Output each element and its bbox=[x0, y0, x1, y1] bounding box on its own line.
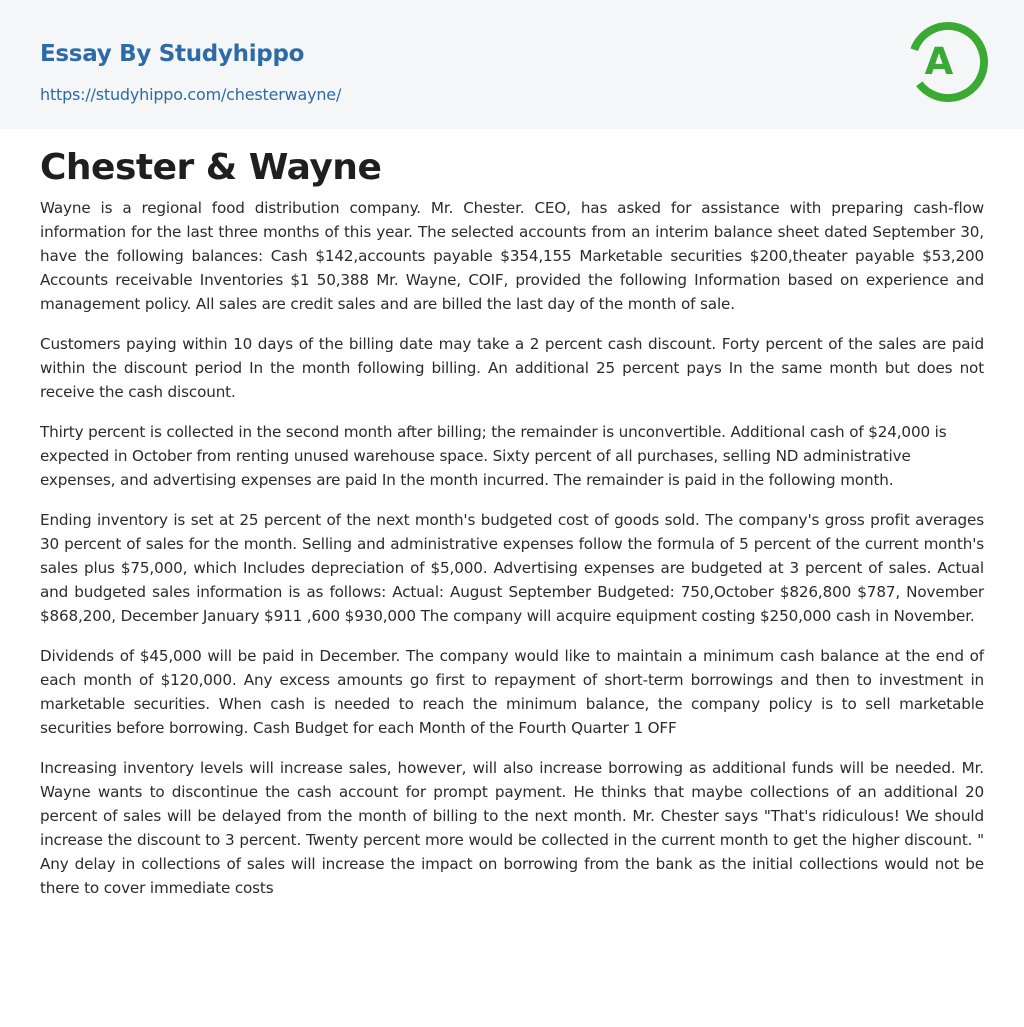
site-header bbox=[0, 0, 1024, 129]
article-paragraph-5: Dividends of $45,000 will be paid in December. The company would like to maintain a minimum cash balance at the end of each month of $120,000. Any excess amounts go first to repayment of short-term borrowings and then to investment in marketable securities. When cash is needed to reach the minimum balance, the company policy is to sell marketable securities before borrowing. Cash Budget for each Month of the Fourth Quarter 1 OFF bbox=[40, 647, 984, 737]
article-paragraph-6: Increasing inventory levels will increase sales, however, will also increase borrowing as additional funds will be needed. Mr. Wayne wants to discontinue the cash account for prompt payment. He thinks that maybe collections of an additional 20 percent of sales will be delayed from the month of billing to the next month. Mr. Chester says "That's ridiculous! We should increase the discount to 3 percent. Twenty percent more would be collected in the current month to get the higher discount. " Any delay in collections of sales will increase the impact on borrowing from the bank as the initial collections would not be there to cover immediate costs bbox=[40, 759, 984, 897]
article-paragraph-4: Ending inventory is set at 25 percent of the next month's budgeted cost of goods sold. The company's gross profit averages 30 percent of sales for the month. Selling and administrative expenses follow the formula of 5 percent of the current month's sales plus $75,000, which Includes depreciation of $5,000. Advertising expenses are budgeted at 3 percent of sales. Actual and budgeted sales information is as follows: Actual: August September Budgeted: 750,October $826,800 $787, November $868,200, December January $911 ,600 $930,000 The company will acquire equipment costing $250,000 cash in November. bbox=[40, 511, 984, 625]
article-paragraph-1: Wayne is a regional food distribution company. Mr. Chester. CEO, has asked for assistance with preparing cash-flow information for the last three months of this year. The selected accounts from an interim balance sheet dated September 30, have the following balances: Cash $142,accounts payable $354,155 Marketable securities $200,theater payable $53,200 Accounts receivable Inventories $1 50,388 Mr. Wayne, COIF, provided the following Information based on experience and management policy. All sales are credit sales and are billed the last day of the month of sale. bbox=[40, 199, 984, 313]
article-paragraph-3: Thirty percent is collected in the second month after billing; the remainder is unconvertible. Additional cash of $24,000 is expected in October from renting unused warehouse space. Sixty percent of all purchases, selling ND administrative expenses, and advertising expenses are paid In the month incurred. The remainder is paid in the following month. bbox=[40, 423, 947, 489]
site-brand-link[interactable]: Essay By Studyhippo bbox=[40, 41, 305, 67]
article-title: Chester & Wayne bbox=[40, 147, 382, 188]
logo-letter: A bbox=[924, 40, 954, 83]
article-paragraph-2: Customers paying within 10 days of the billing date may take a 2 percent cash discount. Forty percent of the sales are paid within the discount period In the month following billing. An additional 25 percent pays In the same month but does not receive the cash discount. bbox=[40, 335, 984, 401]
studyhippo-logo-icon[interactable] bbox=[908, 17, 988, 107]
article bbox=[40, 146, 984, 916]
essay-url-link[interactable]: https://studyhippo.com/chesterwayne/ bbox=[40, 85, 342, 104]
